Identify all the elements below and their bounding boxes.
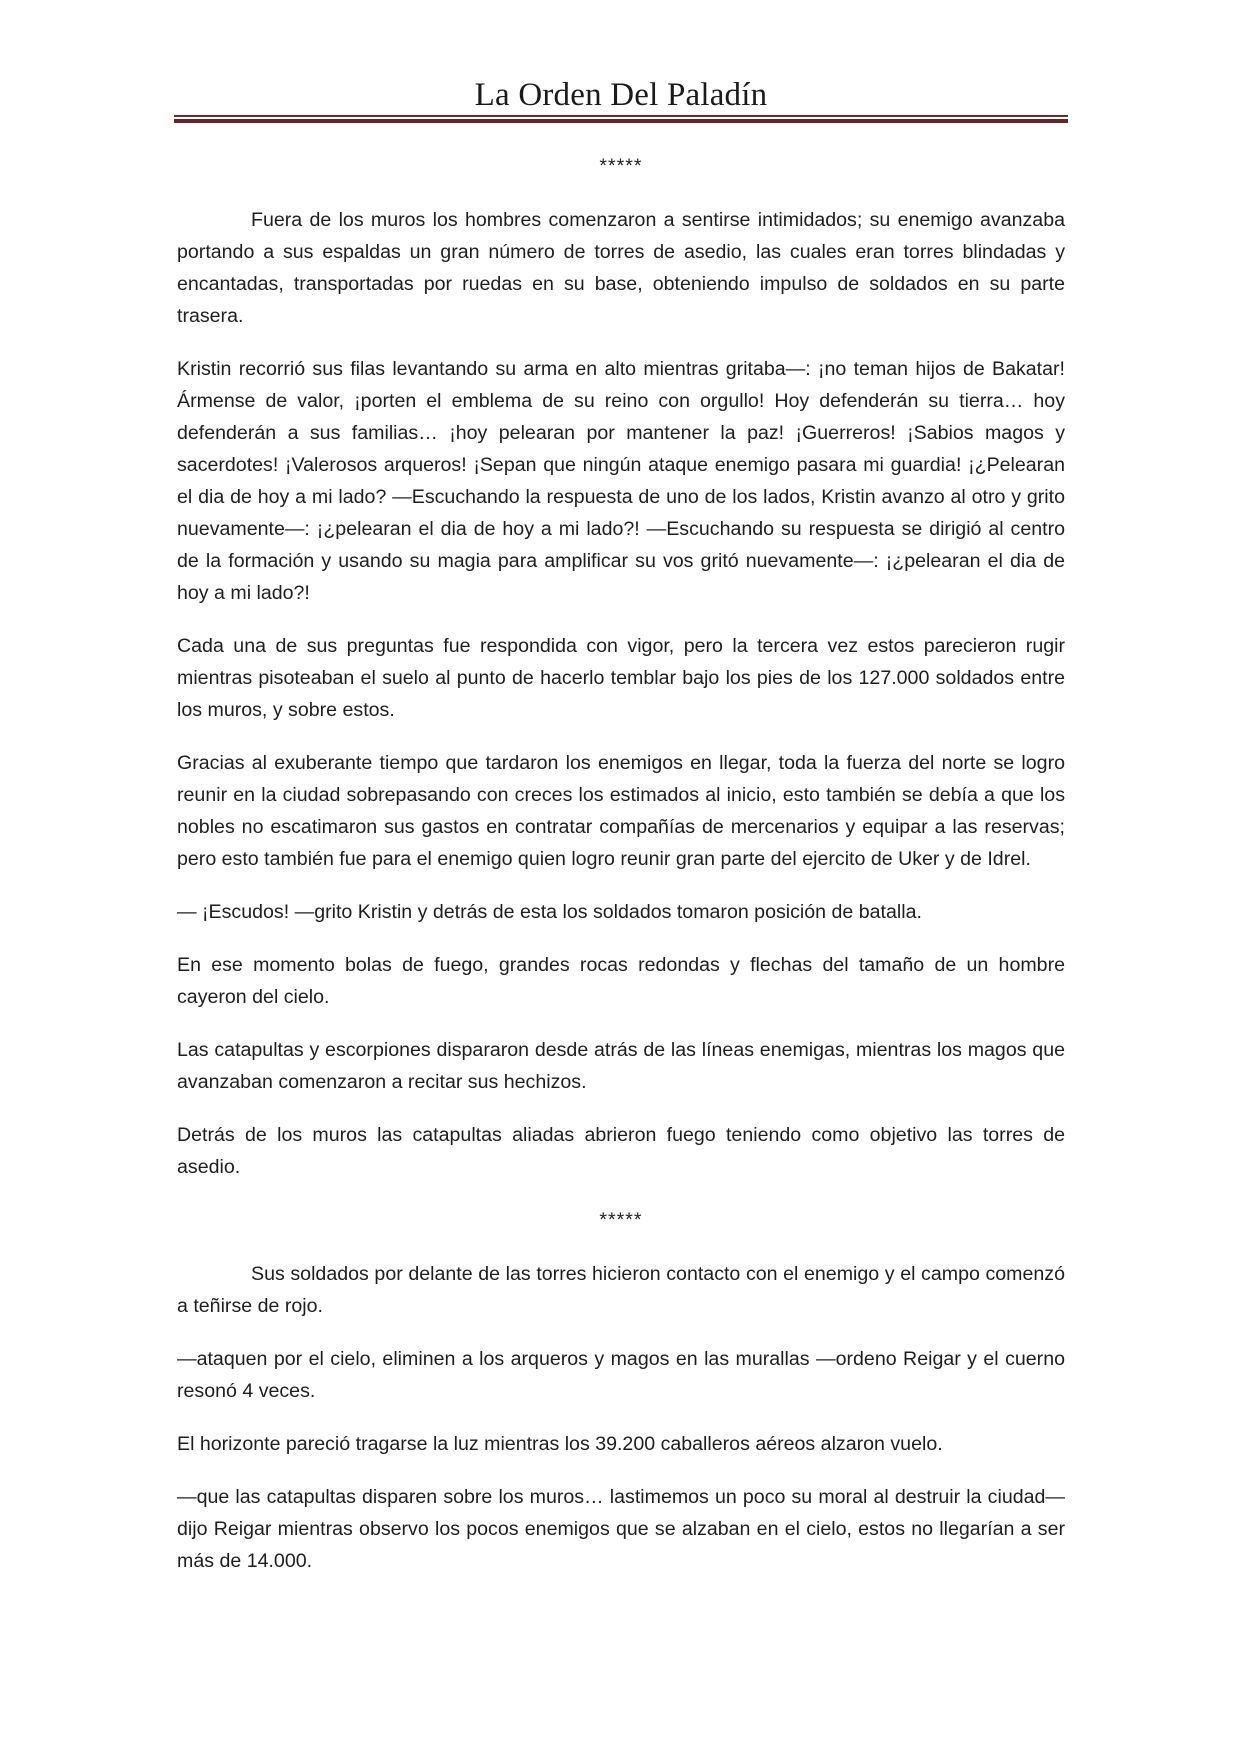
paragraph: Detrás de los muros las catapultas aliadas abrieron fuego teniendo como objetivo las torres de asedio. <box>177 1124 1065 1178</box>
paragraph: En ese momento bolas de fuego, grandes rocas redondas y flechas del tamaño de un hombre cayeron del cielo. <box>177 954 1065 1008</box>
scene-separator: ***** <box>599 1209 643 1231</box>
paragraph: —ataquen por el cielo, eliminen a los arqueros y magos en las murallas —ordeno Reigar y el cuerno resonó 4 veces. <box>177 1348 1065 1402</box>
paragraph: El horizonte pareció tragarse la luz mientras los 39.200 caballeros aéreos alzaron vuelo. <box>177 1433 943 1455</box>
header-divider-thick-line <box>174 119 1068 123</box>
page-header <box>174 68 1068 122</box>
chapter-body <box>177 150 1065 1598</box>
scene-separator: ***** <box>599 155 643 177</box>
paragraph: —que las catapultas disparen sobre los muros… lastimemos un poco su moral al destruir la ciudad—dijo Reigar mientras observo los pocos enemigos que se alzaban en el cielo, estos no llegarían a ser más de 14.000. <box>177 1486 1065 1572</box>
paragraph: Fuera de los muros los hombres comenzaron a sentirse intimidados; su enemigo avanzaba portando a sus espaldas un gran número de torres de asedio, las cuales eran torres blindadas y encantadas, transportadas por ruedas en su base, obteniendo impulso de soldados en su parte trasera. <box>177 209 1065 327</box>
paragraph: Sus soldados por delante de las torres hicieron contacto con el enemigo y el campo comenzó a teñirse de rojo. <box>177 1263 1065 1317</box>
header-divider <box>174 115 1068 123</box>
paragraph: — ¡Escudos! —grito Kristin y detrás de esta los soldados tomaron posición de batalla. <box>177 901 922 923</box>
paragraph: Las catapultas y escorpiones dispararon desde atrás de las líneas enemigas, mientras los magos que avanzaban comenzaron a recitar sus hechizos. <box>177 1039 1065 1093</box>
book-title: La Orden Del Paladín <box>474 77 768 113</box>
separator-spacer <box>177 1236 1065 1258</box>
header-divider-thin-line <box>174 115 1068 117</box>
paragraph: Cada una de sus preguntas fue respondida con vigor, pero la tercera vez estos parecieron rugir mientras pisoteaban el suelo al punto de hacerlo temblar bajo los pies de los 127.000 soldados entre los muros, y sobre estos. <box>177 635 1065 721</box>
paragraph: Gracias al exuberante tiempo que tardaron los enemigos en llegar, toda la fuerza del norte se logro reunir en la ciudad sobrepasando con creces los estimados al inicio, esto también se debía a que los nobles no escatimaron sus gastos en contratar compañías de mercenarios y equipar a las reservas; pero esto también fue para el enemigo quien logro reunir gran parte del ejercito de Uker y de Idrel. <box>177 752 1065 870</box>
paragraph: Kristin recorrió sus filas levantando su arma en alto mientras gritaba—: ¡no teman hijos de Bakatar! Ármense de valor, ¡porten el emblema de su reino con orgullo! Hoy defenderán su tierra… hoy defenderán a sus familias… ¡hoy pelearan por mantener la paz! ¡Guerreros! ¡Sabios magos y sacerdotes! ¡Valerosos arqueros! ¡Sepan que ningún ataque enemigo pasara mi guardia! ¡¿Pelearan el dia de hoy a mi lado? —Escuchando la respuesta de uno de los lados, Kristin avanzo al otro y grito nuevamente—: ¡¿pelearan el dia de hoy a mi lado?! —Escuchando su respuesta se dirigió al centro de la formación y usando su magia para amplificar su vos gritó nuevamente—: ¡¿pelearan el dia de hoy a mi lado?! <box>177 358 1065 604</box>
separator-spacer <box>177 182 1065 204</box>
